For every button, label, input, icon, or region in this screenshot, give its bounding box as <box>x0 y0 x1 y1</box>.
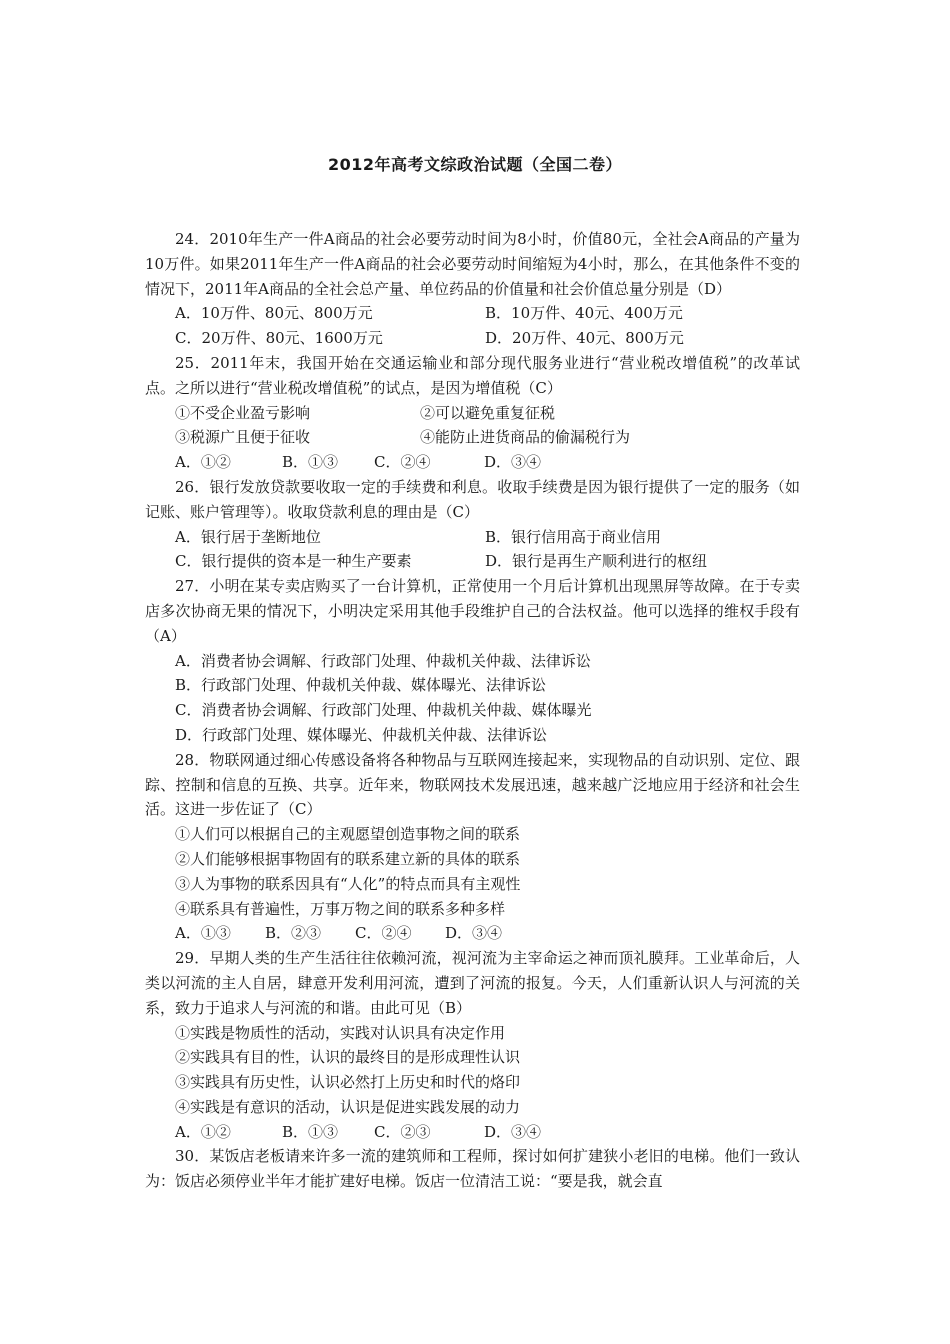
question-25-statements-row-2 <box>145 425 800 450</box>
question-24-options-row-1 <box>145 301 800 326</box>
question-29-statement-2: ②实践具有目的性，认识的最终目的是形成理性认识 <box>175 1048 521 1067</box>
question-26-option-c: C．银行提供的资本是一种生产要素 <box>175 552 412 571</box>
question-28-statement-4: ④联系具有普遍性，万事万物之间的联系多种多样 <box>175 899 506 918</box>
document-body <box>145 227 800 1194</box>
question-27-option-d: D．行政部门处理、媒体曝光、仲裁机关仲裁、法律诉讼 <box>175 725 548 744</box>
question-29-stem: 29．早期人类的生产生活往往依赖河流，视河流为主宰命运之神而顶礼膜拜。工业革命后，人类以河流的主人自居，肆意开发利用河流，遭到了河流的报复。今天，人们重新认识人与河流的关系，致力于追求人与河流的和谐。由此可见（B） <box>145 949 800 1017</box>
question-24-stem: 24．2010年生产一件A商品的社会必要劳动时间为8小时，价值80元，全社会A商品的产量为10万件。如果2011年生产一件A商品的社会必要劳动时间缩短为4小时，那么，在其他条件不变的情况下，2011年A商品的全社会总产量、单位药品的价值量和社会价值总量分别是（D） <box>145 230 800 298</box>
question-28-statement-2: ②人们能够根据事物固有的联系建立新的具体的联系 <box>175 849 521 868</box>
question-29-statement-3: ③实践具有历史性，认识必然打上历史和时代的烙印 <box>175 1073 521 1092</box>
question-25-statements-row-1 <box>145 401 800 426</box>
question-29-option-a: A．①② <box>175 1122 231 1141</box>
question-28-stem: 28．物联网通过细心传感设备将各种物品与互联网连接起来，实现物品的自动识别、定位、跟踪、控制和信息的互换、共享。近年来，物联网技术发展迅速，越来越广泛地应用于经济和社会生活。这进一步佐证了（C） <box>145 750 800 819</box>
question-30-stem: 30．某饭店老板请来许多一流的建筑师和工程师，探讨如何扩建狭小老旧的电梯。他们一致认为：饭店必须停业半年才能扩建好电梯。饭店一位清洁工说：“要是我，就会直 <box>145 1147 800 1191</box>
question-28-option-a: A．①③ <box>175 924 231 943</box>
question-28-option-b: B．②③ <box>265 924 322 943</box>
question-29-option-c: C．②③ <box>374 1122 431 1141</box>
question-25-option-d: D．③④ <box>484 453 542 472</box>
question-26-option-d: D．银行是再生产顺利进行的枢纽 <box>485 552 708 571</box>
question-29-statement-1: ①实践是物质性的活动，实践对认识具有决定作用 <box>175 1023 506 1042</box>
question-24-options-row-2 <box>145 326 800 351</box>
question-25-statement-4: ④能防止进货商品的偷漏税行为 <box>420 428 631 447</box>
question-27-option-c: C．消费者协会调解、行政部门处理、仲裁机关仲裁、媒体曝光 <box>175 701 592 720</box>
question-25-option-b: B．①③ <box>282 453 339 472</box>
question-25-statement-1: ①不受企业盈亏影响 <box>175 403 311 422</box>
question-28-option-d: D．③④ <box>445 924 503 943</box>
question-25-option-c: C．②④ <box>374 453 431 472</box>
question-24-option-d: D．20万件、40元、800万元 <box>485 329 684 348</box>
question-28-options <box>145 921 800 946</box>
question-27-stem: 27．小明在某专卖店购买了一台计算机，正常使用一个月后计算机出现黑屏等故障。在于专卖店多次协商无果的情况下，小明决定采用其他手段维护自己的合法权益。他可以选择的维权手段有（A） <box>145 577 800 645</box>
question-26-stem: 26．银行发放贷款要收取一定的手续费和利息。收取手续费是因为银行提供了一定的服务（如记账、账户管理等）。收取贷款利息的理由是（C） <box>145 477 800 521</box>
question-25-statement-3: ③税源广且便于征收 <box>175 428 311 447</box>
question-25-option-a: A．①② <box>175 453 231 472</box>
question-25-statement-2: ②可以避免重复征税 <box>420 403 556 422</box>
question-27-option-b: B．行政部门处理、仲裁机关仲裁、媒体曝光、法律诉讼 <box>175 676 547 695</box>
question-29-option-d: D．③④ <box>484 1122 542 1141</box>
question-28-statement-3: ③人为事物的联系因具有“人化”的特点而具有主观性 <box>175 874 521 893</box>
question-29-statement-4: ④实践是有意识的活动，认识是促进实践发展的动力 <box>175 1097 521 1116</box>
question-28-option-c: C．②④ <box>355 924 412 943</box>
question-26-options-row-2 <box>145 549 800 574</box>
question-25-options <box>145 450 800 475</box>
question-26-options-row-1 <box>145 525 800 550</box>
question-29-options <box>145 1120 800 1145</box>
question-24-option-b: B．10万件、40元、400万元 <box>485 304 683 323</box>
question-29-option-b: B．①③ <box>282 1122 339 1141</box>
question-24-option-a: A．10万件、80元、800万元 <box>175 304 373 323</box>
question-24-option-c: C．20万件、80元、1600万元 <box>175 329 383 348</box>
question-28-statement-1: ①人们可以根据自己的主观愿望创造事物之间的联系 <box>175 825 521 844</box>
question-27-option-a: A．消费者协会调解、行政部门处理、仲裁机关仲裁、法律诉讼 <box>175 651 591 670</box>
question-26-option-b: B．银行信用高于商业信用 <box>485 527 662 546</box>
question-26-option-a: A．银行居于垄断地位 <box>175 527 321 546</box>
page-title: 2012年高考文综政治试题（全国二卷） <box>327 155 623 174</box>
question-25-stem: 25．2011年末，我国开始在交通运输业和部分现代服务业进行“营业税改增值税”的改革试点。之所以进行“营业税改增值税”的试点，是因为增值税（C） <box>145 353 800 397</box>
